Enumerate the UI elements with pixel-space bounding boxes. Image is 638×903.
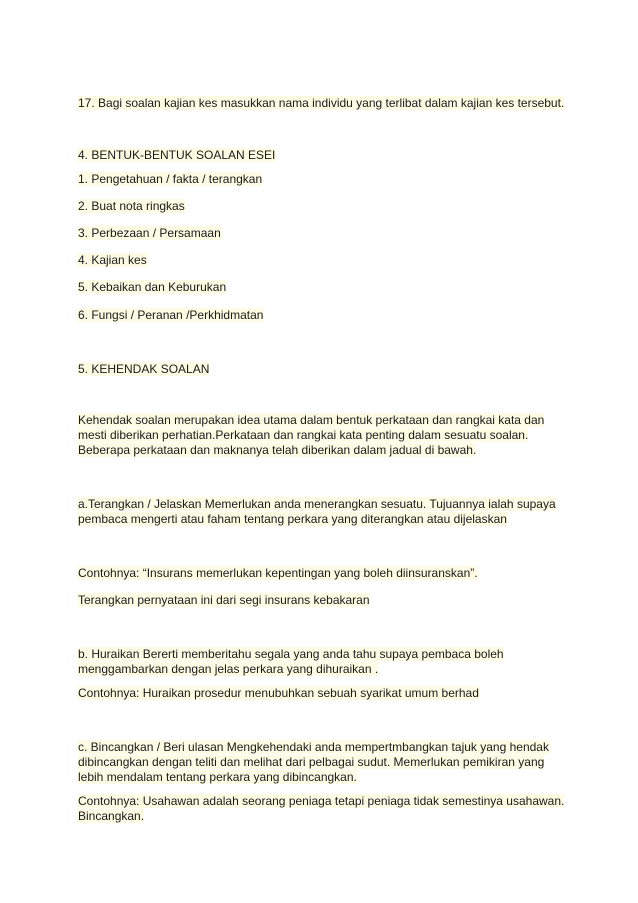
example-line [78, 686, 479, 701]
list-item-text: 5. Kebaikan dan Keburukan [78, 280, 227, 294]
example-line-text: Terangkan pernyataan ini dari segi insurans kebakaran [78, 593, 370, 607]
paragraph-line-text: Kehendak soalan merupakan idea utama dalam bentuk perkataan dan rangkai kata dan [78, 413, 545, 427]
list-item [78, 226, 221, 241]
paragraph-line [78, 443, 476, 458]
paragraph-line-text: mesti diberikan perhatian.Perkataan dan rangkai kata penting dalam sesuatu soalan. [78, 428, 529, 442]
list-item-text: 6. Fungsi / Peranan /Perkhidmatan [78, 308, 264, 322]
example-line-text: Contohnya: “Insurans memerlukan kepentingan yang boleh diinsuranskan”. [78, 566, 478, 580]
list-item [78, 253, 147, 268]
section-5-heading-text: 5. KEHENDAK SOALAN [78, 362, 210, 376]
paragraph-line-text: dibincangkan dengan teliti dan melihat dari pelbagai sudut. Memerlukan pemikiran yang [78, 755, 545, 769]
paragraph-line-text: lebih mendalam tentang perkara yang dibincangkan. [78, 770, 357, 784]
list-item-text: 3. Perbezaan / Persamaan [78, 226, 221, 240]
paragraph-line [78, 662, 378, 677]
paragraph-line [78, 647, 504, 662]
paragraph-line-text: pembaca mengerti atau faham tentang perkara yang diterangkan atau dijelaskan [78, 512, 507, 526]
example-line-text: Bincangkan. [78, 809, 145, 823]
list-item-text: 4. Kajian kes [78, 253, 147, 267]
example-line [78, 593, 370, 608]
paragraph-line-text: Beberapa perkataan dan maknanya telah diberikan dalam jadual di bawah. [78, 443, 477, 457]
point-17 [78, 96, 564, 111]
list-item-text: 2. Buat nota ringkas [78, 199, 185, 213]
section-5-heading [78, 362, 209, 377]
paragraph-line [78, 428, 528, 443]
paragraph-line [78, 497, 556, 512]
example-line [78, 566, 478, 581]
section-4-heading-text: 4. BENTUK-BENTUK SOALAN ESEI [78, 148, 276, 162]
paragraph-line-text: b. Huraikan Bererti memberitahu segala yang anda tahu supaya pembaca boleh [78, 647, 504, 661]
paragraph-line [78, 740, 549, 755]
paragraph-line [78, 755, 544, 770]
example-line-text: Contohnya: Huraikan prosedur menubuhkan sebuah syarikat umum berhad [78, 686, 479, 700]
paragraph-line [78, 770, 357, 785]
list-item [78, 199, 185, 214]
example-line-text: Contohnya: Usahawan adalah seorang peniaga tetapi peniaga tidak semestinya usahawan. [78, 794, 565, 808]
list-item [78, 172, 262, 187]
paragraph-line-text: c. Bincangkan / Beri ulasan Mengkehendaki anda mempertmbangkan tajuk yang hendak [78, 740, 549, 754]
list-item-text: 1. Pengetahuan / fakta / terangkan [78, 172, 263, 186]
point-17-text: 17. Bagi soalan kajian kes masukkan nama individu yang terlibat dalam kajian kes tersebut. [78, 96, 565, 110]
paragraph-line [78, 413, 544, 428]
section-4-heading [78, 148, 275, 163]
example-line [78, 809, 144, 824]
example-line [78, 794, 564, 809]
paragraph-line-text: a.Terangkan / Jelaskan Memerlukan anda menerangkan sesuatu. Tujuannya ialah supaya [78, 497, 556, 511]
paragraph-line [78, 512, 507, 527]
list-item [78, 280, 226, 295]
paragraph-line-text: menggambarkan dengan jelas perkara yang dihuraikan . [78, 662, 379, 676]
list-item [78, 308, 263, 323]
